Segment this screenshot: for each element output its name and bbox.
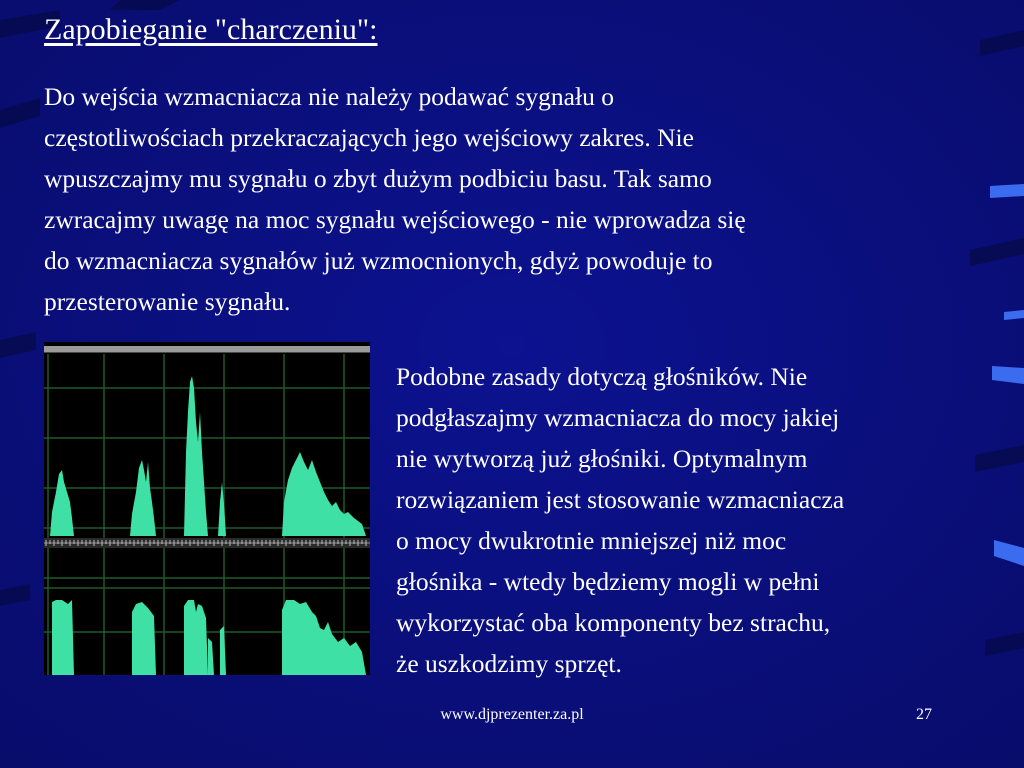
speaker-paragraph (396, 356, 1006, 684)
slide-number: 27 (916, 706, 932, 723)
slide-title: Zapobieganie "charczeniu": (44, 13, 378, 46)
speaker-line: nie wytworzą już głośniki. Optymalnym (396, 444, 808, 473)
waveform-image (44, 342, 370, 675)
speaker-line: o mocy dwukrotnie mniejszej niż moc (396, 526, 787, 555)
intro-line: częstotliwościach przekraczających jego wejściowy zakres. Nie (44, 123, 694, 152)
footer-url: www.djprezenter.za.pl (440, 706, 584, 723)
intro-line: do wzmacniacza sygnałów już wzmocnionych, gdyż powoduje to (44, 246, 713, 275)
intro-line: zwracajmy uwagę na moc sygnału wejściowego - nie wprowadza się (44, 205, 746, 234)
speaker-line: wykorzystać oba komponenty bez strachu, (396, 608, 831, 637)
intro-line: przesterowanie sygnału. (44, 287, 291, 316)
speaker-line: podgłaszajmy wzmacniacza do mocy jakiej (396, 403, 840, 432)
intro-line: Do wejścia wzmacniacza nie należy podawać sygnału o (44, 82, 614, 111)
speaker-line: Podobne zasady dotyczą głośników. Nie (396, 362, 808, 391)
speaker-line: głośnika - wtedy będziemy mogli w pełni (396, 567, 820, 596)
intro-paragraph (44, 76, 994, 322)
speaker-line: że uszkodzimy sprzęt. (396, 649, 622, 678)
intro-line: wpuszczajmy mu sygnału o zbyt dużym podbiciu basu. Tak samo (44, 164, 712, 193)
speaker-line: rozwiązaniem jest stosowanie wzmacniacza (396, 485, 845, 514)
